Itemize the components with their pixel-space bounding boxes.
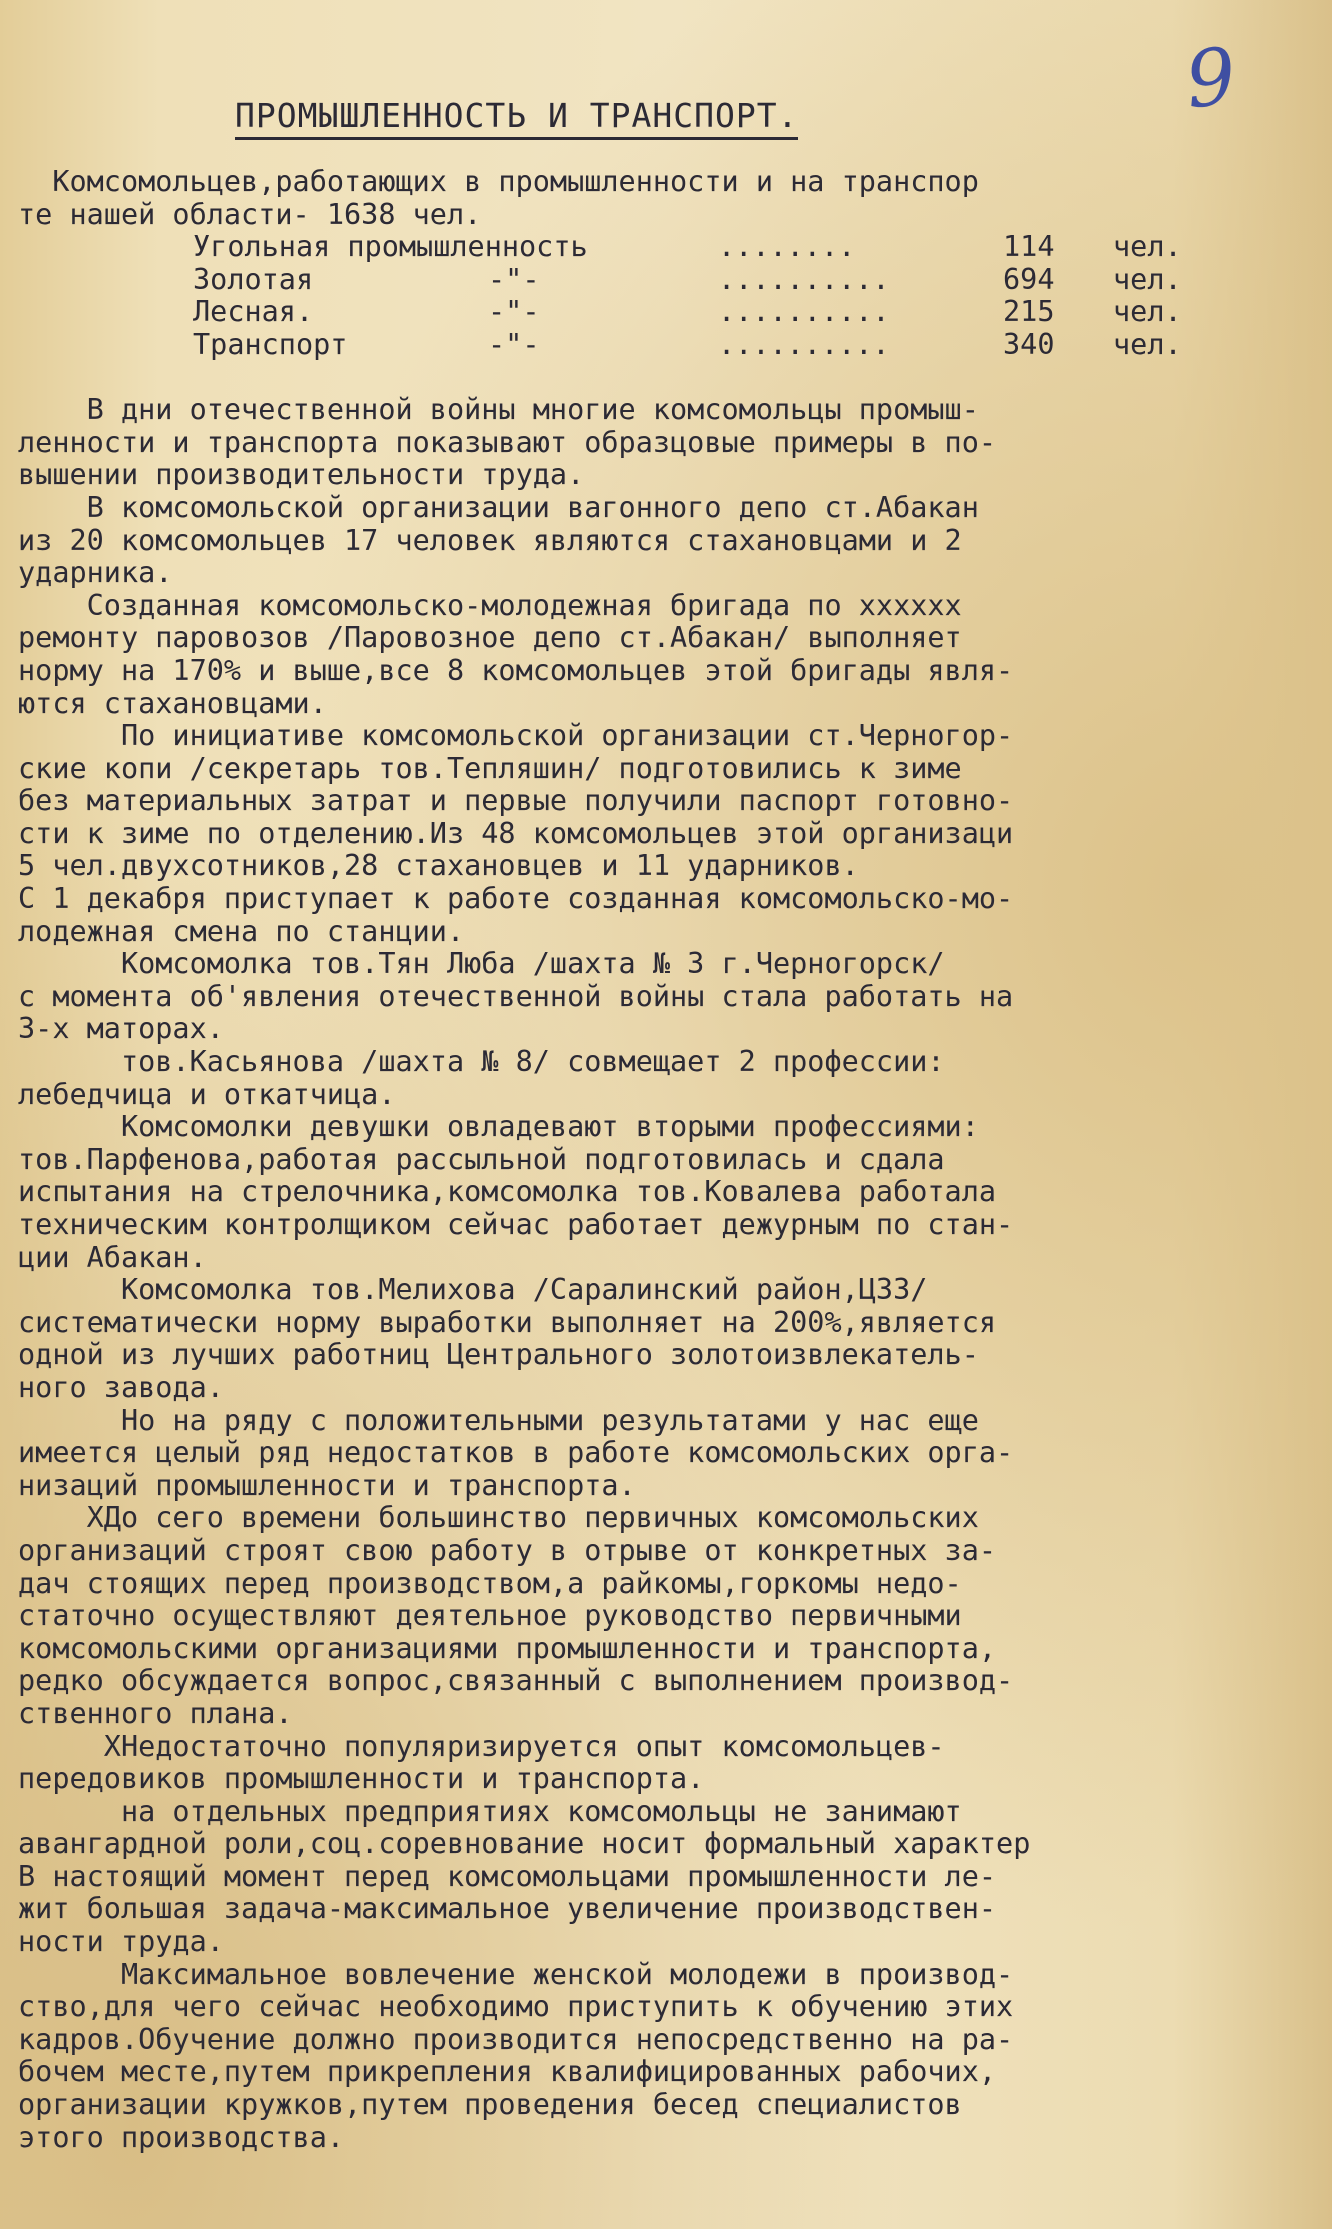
row-name: Транспорт <box>193 327 348 361</box>
table-row <box>18 264 1318 297</box>
text-line: редко обсуждается вопрос,связанный с выполнением производ- <box>18 1665 1014 1698</box>
text-line: ские копи /секретарь тов.Тепляшин/ подготовились к зиме <box>18 752 962 785</box>
text-line: жит большая задача-максимальное увеличение производствен- <box>18 1893 997 1926</box>
page-number: 9 <box>1181 31 1241 127</box>
text-line: норму на 170% и выше,все 8 комсомольцев этой бригады явля- <box>18 654 1014 687</box>
text-line: те нашей области- 1638 чел. <box>18 198 482 231</box>
row-value: 215 <box>1003 295 1055 329</box>
text-line: ного завода. <box>18 1371 224 1404</box>
text-line: одной из лучших работниц Центрального золотоизвлекатель- <box>18 1339 979 1372</box>
text-line: ремонту паровозов /Паровозное депо ст.Абакан/ выполняет <box>18 622 962 655</box>
row-name: Лесная. <box>193 295 314 329</box>
text-line: этого производства. <box>18 2121 345 2154</box>
text-line: С 1 декабря приступает к работе созданная комсомольско-мо- <box>18 883 1014 916</box>
row-value: 694 <box>1003 262 1055 296</box>
text-line: ство,для чего сейчас необходимо приступить к обучению этих <box>18 1991 1014 2024</box>
row-name: Угольная промышленность <box>193 230 588 264</box>
text-line: бочем месте,путем прикрепления квалифицированных рабочих, <box>18 2056 997 2089</box>
row-unit: чел. <box>1113 327 1182 361</box>
text-line: По инициативе комсомольской организации ст.Черногор- <box>18 720 1014 753</box>
text-line: 5 чел.двухсотников,28 стахановцев и 11 ударников. <box>18 850 859 883</box>
row-unit: чел. <box>1113 230 1182 264</box>
table-row <box>18 329 1318 362</box>
text-line: систематически норму выработки выполняет на 200%,является <box>18 1306 997 1339</box>
text-line: низаций промышленности и транспорта. <box>18 1469 636 1502</box>
text-line: лодежная смена по станции. <box>18 915 465 948</box>
text-line: кадров.Обучение должно производится непосредственно на ра- <box>18 2023 1014 2056</box>
row-value: 114 <box>1003 230 1055 264</box>
text-line: из 20 комсомольцев 17 человек являются стахановцами и 2 <box>18 524 962 557</box>
text-line: имеется целый ряд недостатков в работе комсомольских орга- <box>18 1437 1014 1470</box>
text-line: тов.Касьянова /шахта № 8/ совмещает 2 профессии: <box>18 1046 945 1079</box>
text-line: Комсомолка тов.Тян Люба /шахта № 3 г.Черногорск/ <box>18 948 945 981</box>
row-dots: .......... <box>718 262 890 296</box>
text-line: дач стоящих перед производством,а райкомы,горкомы недо- <box>18 1567 962 1600</box>
text-line: ударника. <box>18 557 173 590</box>
text-line: испытания на стрелочника,комсомолка тов.Ковалева работала <box>18 1176 997 1209</box>
row-dots: ........ <box>718 230 856 264</box>
text-line: Максимальное вовлечение женской молодежи в производ- <box>18 1958 1014 1991</box>
text-line: техническим контролщиком сейчас работает дежурным по стан- <box>18 1209 1014 1241</box>
text-line: статочно осуществляют деятельное руководство первичными <box>18 1600 962 1633</box>
row-value: 340 <box>1003 327 1055 361</box>
text-line: Но на ряду с положительными результатами у нас еще <box>18 1404 979 1437</box>
text-line: В дни отечественной войны многие комсомольцы промыш- <box>18 394 979 427</box>
table-row <box>18 231 1318 264</box>
text-line: авангардной роли,соц.соревнование носит формальный характер <box>18 1828 1031 1861</box>
text-line: без материальных затрат и первые получили паспорт готовно- <box>18 785 1014 818</box>
text-line: ленности и транспорта показывают образцовые примеры в по- <box>18 426 997 459</box>
text-line: ности труда. <box>18 1926 224 1959</box>
row-dots: .......... <box>718 327 890 361</box>
text-line: Созданная комсомольско-молодежная бригада по xxxxxx <box>18 589 962 622</box>
row-unit: чел. <box>1113 295 1182 329</box>
text-line: ются стахановцами. <box>18 687 327 720</box>
text-line: ции Абакан. <box>18 1241 207 1274</box>
row-ditto: -"- <box>488 295 540 329</box>
text-line: лебедчица и откатчица. <box>18 1078 396 1111</box>
text-line: вышении производительности труда. <box>18 459 585 492</box>
text-line: Комсомольцев,работающих в промышленности и на транспор <box>18 166 979 198</box>
text-line: В комсомольской организации вагонного депо ст.Абакан <box>18 491 979 524</box>
text-line: тов.Парфенова,работая рассыльной подготовилась и сдала <box>18 1143 945 1176</box>
document-title: ПРОМЫШЛЕННОСТЬ И ТРАНСПОРТ. <box>235 96 798 140</box>
text-line: ХНедостаточно популяризируется опыт комсомольцев- <box>18 1730 945 1763</box>
text-line: организации кружков,путем проведения бесед специалистов <box>18 2089 962 2122</box>
text-line: ХДо сего времени большинство первичных комсомольских <box>18 1502 979 1535</box>
row-name: Золотая <box>193 262 314 296</box>
text-line: В настоящий момент перед комсомольцами промышленности ле- <box>18 1860 997 1893</box>
row-unit: чел. <box>1113 262 1182 296</box>
row-dots: .......... <box>718 295 890 329</box>
text-line: комсомольскими организациями промышленности и транспорта, <box>18 1632 997 1665</box>
text-line: с момента об'явления отечественной войны стала работать на <box>18 980 1014 1013</box>
text-line: ственного плана. <box>18 1697 293 1730</box>
text-line: организаций строят свою работу в отрыве от конкретных за- <box>18 1534 997 1567</box>
table-row <box>18 296 1318 329</box>
body-paragraphs <box>18 362 1318 2155</box>
text-line <box>18 362 1318 395</box>
document-body <box>18 166 1318 2154</box>
text-line: передовиков промышленности и транспорта. <box>18 1763 705 1796</box>
row-ditto: -"- <box>488 327 540 361</box>
text-line: Комсомолка тов.Мелихова /Саралинский район,ЦЗЗ/ <box>18 1274 928 1307</box>
text-line: 3-х маторах. <box>18 1013 224 1046</box>
text-line: сти к зиме по отделению.Из 48 комсомольцев этой организаци <box>18 817 1014 850</box>
row-ditto: -"- <box>488 262 540 296</box>
text-line: на отдельных предприятиях комсомольцы не занимают <box>18 1795 962 1828</box>
text-line: Комсомолки девушки овладевают вторыми профессиями: <box>18 1111 979 1144</box>
